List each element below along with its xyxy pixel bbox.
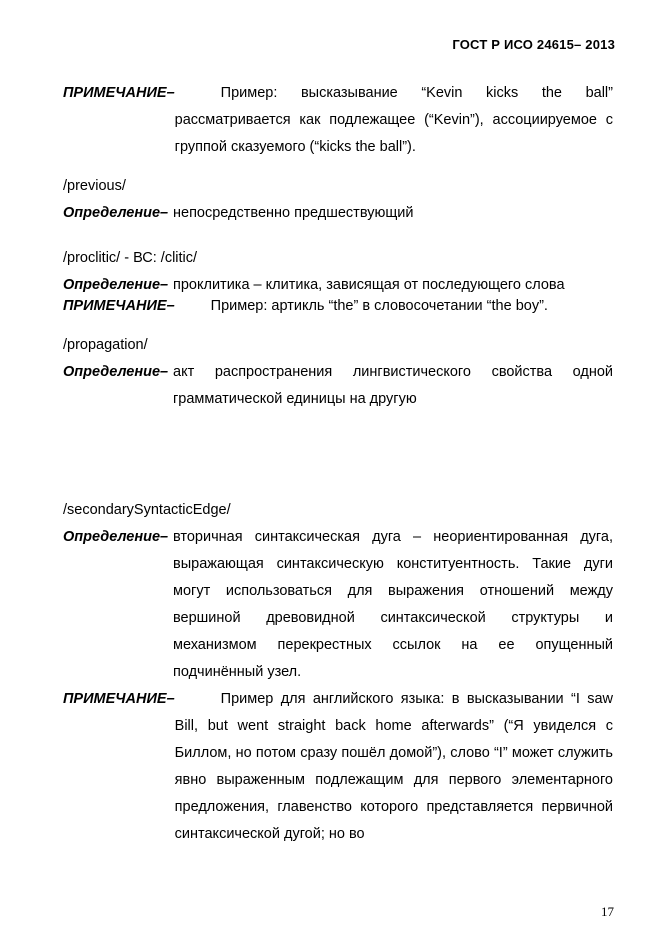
term-secondary-syntactic-edge: /secondarySyntacticEdge/ <box>63 502 231 518</box>
definition-text: акт распространения лингвистического свойства одной грамматической единицы на другую <box>173 364 613 407</box>
definition-text: вторичная синтаксическая дуга – неориентированная дуга, выражающая синтаксическую конституентность. Такие дуги могут использоваться для выражения отношений между вершиной древовидной синтаксической структуры и механизмом перекрестных ссылок на ее опущенный подчинённый узел. <box>173 529 613 680</box>
document-body <box>63 80 613 848</box>
term-proclitic: /proclitic/ - ВС: /clitic/ <box>63 250 198 266</box>
term-previous: /previous/ <box>63 178 126 194</box>
note-label: ПРИМЕЧАНИЕ– <box>63 298 175 314</box>
page-number: 17 <box>601 904 614 919</box>
note-label: ПРИМЕЧАНИЕ– <box>63 691 175 707</box>
definition-text: непосредственно предшествующий <box>173 205 414 221</box>
note-text: Пример для английского языка: в высказывании “I saw Bill, but went straight back home afterwards” (“Я увиделся с Биллом, но потом сразу пошёл домой”), слово “I” может служить явно выраженным подлежащим для первого элементарного предложения, главенство которого представляется первичной синтаксической дугой; но во <box>174 691 613 842</box>
definition-label: Определение– <box>63 205 169 221</box>
definition-secondary-syntactic-edge <box>63 524 613 686</box>
note-text: Пример: артикль “the” в словосочетании “the boy”. <box>210 298 548 314</box>
note-proclitic <box>63 293 613 320</box>
note-secondary-syntactic-edge <box>63 686 613 848</box>
document-header: ГОСТ Р ИСО 24615– 2013 <box>452 37 615 52</box>
note-kevin <box>63 80 613 161</box>
note-text: Пример: высказывание “Kevin kicks the ball” рассматривается как подлежащее (“Kevin”), ассоциируемое с группой сказуемого (“kicks the ball”). <box>174 85 613 155</box>
definition-label: Определение– <box>63 364 169 380</box>
term-propagation: /propagation/ <box>63 337 148 353</box>
definition-text: проклитика – клитика, зависящая от последующего слова <box>173 277 565 293</box>
note-label: ПРИМЕЧАНИЕ– <box>63 85 175 101</box>
definition-previous <box>63 200 613 227</box>
definition-propagation <box>63 359 613 413</box>
definition-label: Определение– <box>63 529 169 545</box>
definition-label: Определение– <box>63 277 169 293</box>
